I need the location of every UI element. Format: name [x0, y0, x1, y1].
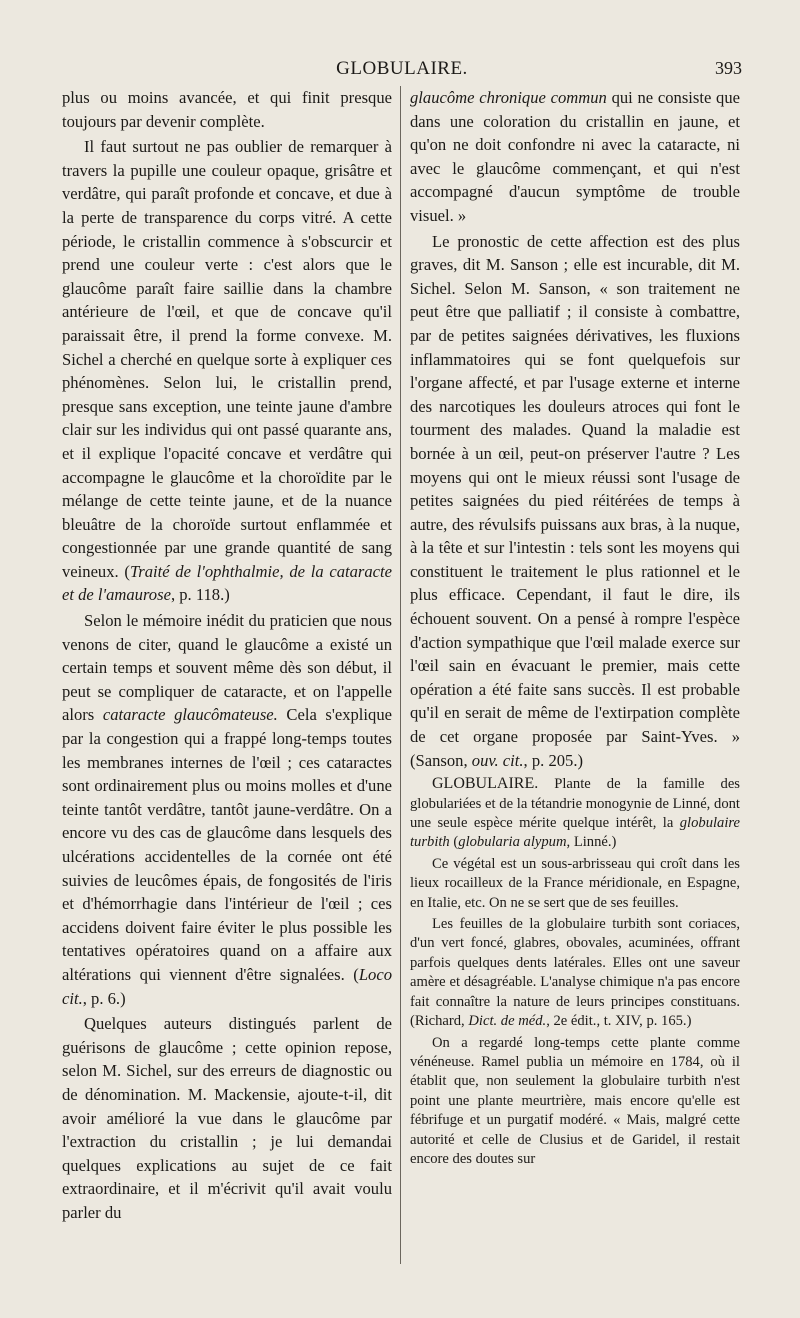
- page-header: [62, 58, 742, 84]
- paragraph-text: Cela s'explique par la congestion qui a frappé long-temps toutes les membranes internes de l'œil ; ces cataractes sont ordinairement plus ou moins molles et d'une teinte tantôt verdâtre, tantôt jaune-verdâtre. On a encore vu des cas de glaucôme dans lesquels des ulcérations accidentelles de la cornée ont été suivies de leucômes épais, de fongosités de l'iris et d'hémorrhagie dans l'intérieur de l'œil ; ces accidens doivent faire éviter le plus possible les tentatives opératoires quand on a affaire aux altérations qui viennent d'être signalées.: [62, 705, 392, 984]
- citation-title: ouv. cit.: [471, 750, 524, 770]
- paragraph-cures: Quelques auteurs distingués parlent de guérisons de glaucôme ; cette opinion repose, selon M. Sichel, sur des erreurs de diagnostic ou de dénomination. M. Mackensie, ajoute-t-il, dit avoir amélioré la vue dans le glaucôme par l'extraction du cristallin ; je lui demandai quelques explications au sujet de ce fait extraordinaire, et il m'écrivit qu'il avait voulu parler du: [62, 1014, 392, 1222]
- italic-latin-name: globularia alypum: [458, 834, 567, 851]
- paragraph-text: Il faut surtout ne pas oublier de remarquer à travers la pupille une couleur opaque, grisâtre et verdâtre, qui paraît profonde et concave, et due à la perte de transparence du corps vitré. A cette période, le cristallin commence à s'obscurcir et prend une couleur verte : c'est alors que le glaucôme paraît faire saillie dans la chambre antérieure de l'œil, et que de concave qu'il paraissait être, il prend la forme convexe. M. Sichel a cherché en quelque sorte à expliquer ces phénomènes. Selon lui, le cristallin prend, presque sans exception, une teinte jaune d'ambre clair sur les individus qui ont passé quarante ans, et il explique l'opacité concave et verdâtre qui accompagne le glaucôme et la choroïdite par le mélange de cette teinte jaune, et de la nuance bleuâtre de la choroïde surtout enflammée et congestionnée par une grande quantité de sang veineux.: [62, 137, 392, 581]
- paren-open: (: [453, 834, 459, 851]
- paragraph-text: Le pronostic de cette affection est des plus graves, dit M. Sanson ; elle est incurable, dit M. Sichel. Selon M. Sanson, « son traitement ne peut être que palliatif ; il consiste à combattre, par de petites saignées dérivatives, les fluxions inflammatoires qui se font quelquefois sur l'organe affecté, et par l'usage externe et interne des narcotiques les douleurs atroces qui font le tourment des malades. Quand la maladie est bornée à un œil, peut-on préserver l'autre ? Les moyens qui ont le mieux réussi sont l'usage de petites saignées du pied réitérées de temps à autre, des révulsifs puissans aux bras, à la nuque, à la tête et sur l'intestin : tels sont les moyens qui constituent le traitement le plus rationnel et le plus efficace. Cependant, il faut le dire, ils échouent souvent. On a pensé à rompre l'espèce d'action sympathique que l'œil malade exerce sur l'œil sain en évacuant le premier, mais cette opération a été faite sans succès. Il est probable qu'il en serait de même de l'extirpation complète de cet organe proposée par Saint-Yves. » (Sanson,: [410, 231, 740, 770]
- paragraph-chronic-glaucoma: [410, 86, 740, 228]
- entry-headword: GLOBULAIRE.: [432, 775, 539, 793]
- citation-title: Traité de l'ophthalmie, de la cataracte et de l'amaurose: [62, 561, 392, 605]
- paragraph-plant-habitat: Ce végétal est un sous-arbrisseau qui croît dans les lieux rocailleux de la France méridionale, en Espagne, en Italie, etc. On ne se sert que de ses feuilles.: [410, 855, 740, 911]
- paragraph-leaves: [410, 915, 740, 1031]
- page-number: 393: [715, 58, 742, 78]
- paragraph-text: qui ne consiste que dans une coloration du cristallin en jaune, et qu'on ne doit confondre ni avec la cataracte, ni avec le glaucôme commençant, et qui n'est accompagné d'aucun symptôme de trouble visuel. »: [410, 88, 740, 225]
- column-divider: [400, 86, 401, 1264]
- citation-page: , p. 118.): [170, 585, 230, 605]
- entry-globulaire: [410, 774, 740, 853]
- citation-title: Dict. de méd.: [468, 1013, 547, 1030]
- paragraph-continuation: plus ou moins avancée, et qui finit presque toujours par devenir complète.: [62, 88, 392, 131]
- italic-term: cataracte glaucômateuse.: [102, 705, 278, 725]
- paragraph-text: Les feuilles de la globulaire turbith sont coriaces, d'un vert foncé, glabres, obovales, acuminées, offrant parfois quelques dents latérales. Elles ont une saveur amère et désagréable. L'analyse chimique n'a pas encore fait connaître la nature de leurs principes constituans. (Richard,: [410, 916, 740, 1030]
- paragraph-text: , Linné.): [566, 834, 617, 851]
- reference-open: (: [353, 964, 359, 984]
- right-column: [410, 86, 740, 1169]
- paragraph-cataract-complication: [62, 609, 392, 1010]
- paragraph-text: Plante de la famille des globulariées et de la tétandrie monogynie de Linné, dont une seule espèce mérite quelque intérêt, la: [410, 776, 740, 832]
- paragraph-text: Selon le mémoire inédit du praticien que nous venons de citer, quand le glaucôme a existé un certain temps et souvent même dès son début, il peut se compliquer de cataracte, et on l'appelle alors: [62, 611, 392, 725]
- citation-page: , p. 205.): [523, 750, 584, 770]
- paragraph-glaucoma-symptoms: [62, 135, 392, 607]
- running-title: GLOBULAIRE.: [336, 58, 468, 79]
- reference-open: (: [124, 561, 130, 581]
- left-column: [62, 86, 392, 1225]
- paragraph-toxicity: On a regardé long-temps cette plante comme vénéneuse. Ramel publia un mémoire en 1784, où il établit que, non seulement la globulaire turbith n'est point une plante meurtrière, mais encore qu'elle est fébrifuge et un purgatif modéré. « Mais, malgré cette autorité et celle de Clusius et de Garidel, il restait encore des doutes sur: [410, 1034, 740, 1167]
- citation-page: , p. 6.): [82, 988, 126, 1008]
- italic-term: globulaire turbith: [410, 815, 741, 851]
- italic-term: glaucôme chronique commun: [410, 88, 607, 107]
- paragraph-prognosis: [410, 230, 740, 773]
- citation-title: Loco cit.: [62, 964, 392, 1008]
- citation-page: , 2e édit., t. XIV, p. 165.): [546, 1013, 692, 1030]
